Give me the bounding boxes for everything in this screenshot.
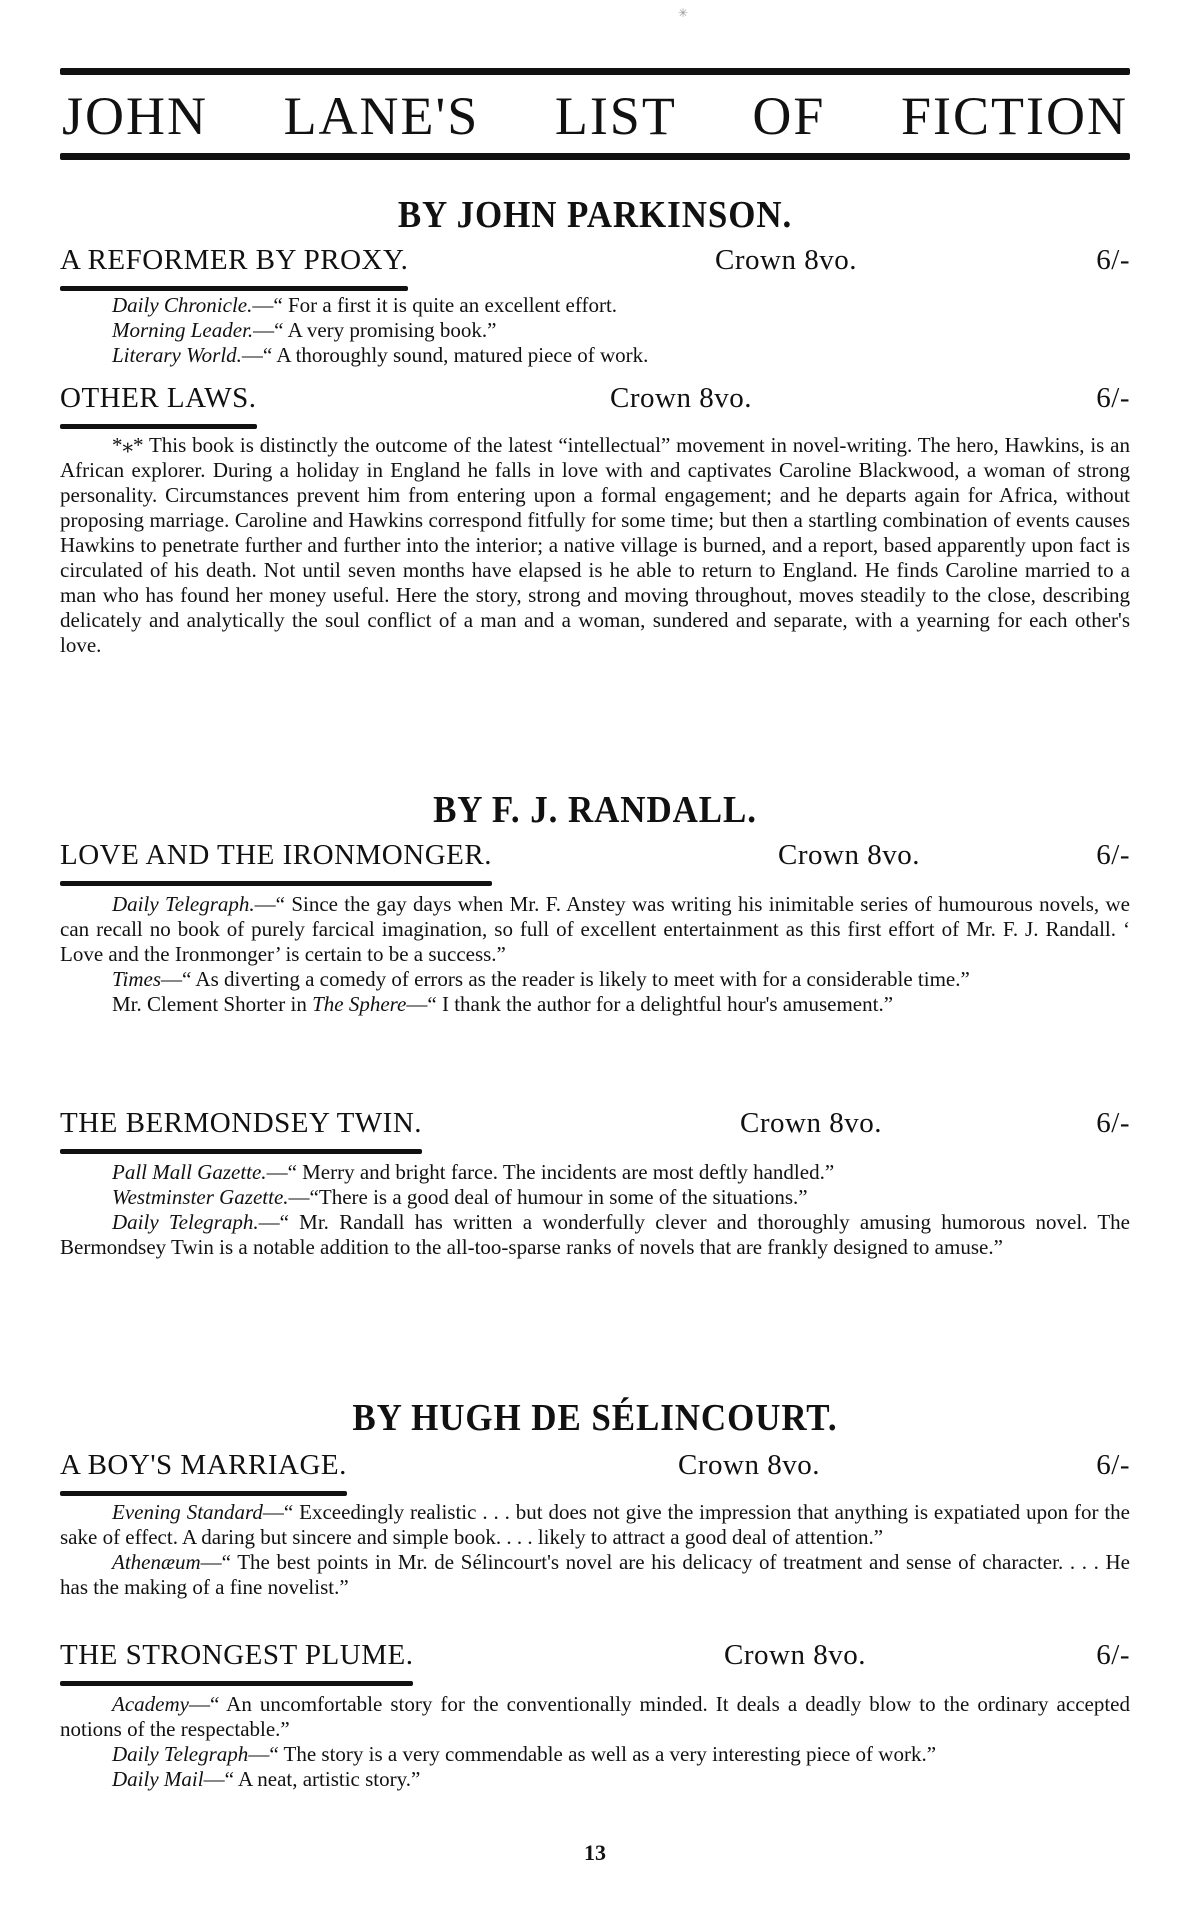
book-entry-header xyxy=(60,245,1130,283)
title-word: JOHN xyxy=(62,86,209,146)
review-quote: Evening Standard—“ Exceedingly realistic . . . but does not give the impression that anything is expatiated upon for the sake of effect. A daring but sincere and simple book. . . . likely to attract a good deal of attention.” xyxy=(60,1500,1130,1549)
title-word: LIST xyxy=(554,86,677,146)
book-title: THE BERMONDSEY TWIN. xyxy=(60,1108,422,1146)
book-format: Crown 8vo. xyxy=(678,1449,820,1481)
review-quote: Athenæum—“ The best points in Mr. de Sélincourt's novel are his delicacy of treatment and sense of character. . . . He has the making of a fine novelist.” xyxy=(60,1550,1130,1599)
book-title: THE STRONGEST PLUME. xyxy=(60,1640,413,1678)
book-entry-header xyxy=(60,1108,1130,1146)
book-price: 6/- xyxy=(1096,1639,1130,1671)
title-underline xyxy=(60,1149,422,1154)
review-quote: Daily Mail—“ A neat, artistic story.” xyxy=(112,1767,421,1791)
header-bottom-rule xyxy=(60,153,1130,160)
review-quote: Academy—“ An uncomfortable story for the conventionally minded. It deals a deadly blow to the ordinary accepted notions of the respectable.” xyxy=(60,1692,1130,1741)
review-quote: Daily Telegraph.—“ Mr. Randall has written a wonderfully clever and thoroughly amusing humorous novel. The Bermondsey Twin is a notable addition to the all-too-sparse ranks of novels that are frankly designed to amuse.” xyxy=(60,1210,1130,1259)
book-format: Crown 8vo. xyxy=(724,1639,866,1671)
book-format: Crown 8vo. xyxy=(610,382,752,414)
title-word: LANE'S xyxy=(283,86,480,146)
author-heading: BY F. J. RANDALL. xyxy=(433,789,757,831)
page-header xyxy=(60,68,1130,160)
title-underline xyxy=(60,1681,413,1686)
review-quote: Daily Chronicle.—“ For a first it is quite an excellent effort. xyxy=(112,293,618,317)
book-format: Crown 8vo. xyxy=(740,1107,882,1139)
header-top-rule xyxy=(60,68,1130,75)
book-entry-header xyxy=(60,840,1130,878)
title-word: FICTION xyxy=(900,86,1128,146)
reviews xyxy=(60,1160,1130,1260)
review-quote: Literary World.—“ A thoroughly sound, matured piece of work. xyxy=(112,343,649,367)
page-title xyxy=(62,86,1128,146)
title-word: OF xyxy=(752,86,826,146)
description-text: *⁎* This book is distinctly the outcome of the latest “intellectual” movement in novel-writing. The hero, Hawkins, is an African explorer. During a holiday in England he falls in love with and captivates Caroline Blackwood, a woman of strong personality. Circumstances prevent him from entering upon a formal engagement; and he departs again for Africa, without proposing marriage. Caroline and Hawkins correspond fitfully for some time; but then a startling combination of events causes Hawkins to penetrate further and further into the interior; a native village is burned, and a report, based apparently upon fact is circulated of his death. Not until seven months have elapsed is he able to return to England. He finds Caroline married to a man who has found her money useful. Here the story, strong and moving throughout, moves steadily to the close, describing delicately and analytically the soul conflict of a man and a woman, sundered and separate, with a yearning for each other's love. xyxy=(60,433,1130,657)
reviews xyxy=(60,293,1130,368)
book-title: OTHER LAWS. xyxy=(60,383,257,421)
review-quote: Pall Mall Gazette.—“ Merry and bright farce. The incidents are most deftly handled.” xyxy=(112,1160,835,1184)
title-underline xyxy=(60,881,492,886)
book-title: LOVE AND THE IRONMONGER. xyxy=(60,840,492,878)
book-price: 6/- xyxy=(1096,1449,1130,1481)
book-price: 6/- xyxy=(1096,244,1130,276)
book-entry-header xyxy=(60,383,1130,421)
reviews xyxy=(60,1692,1130,1792)
book-price: 6/- xyxy=(1096,1107,1130,1139)
review-quote: Times—“ As diverting a comedy of errors as the reader is likely to meet with for a considerable time.” xyxy=(112,967,970,991)
book-price: 6/- xyxy=(1096,382,1130,414)
library-stamp-mark: ✳ xyxy=(678,6,689,20)
book-format: Crown 8vo. xyxy=(778,839,920,871)
page-number: 13 xyxy=(584,1840,606,1865)
book-description xyxy=(60,433,1130,658)
review-quote: Daily Telegraph.—“ Since the gay days when Mr. F. Anstey was writing his inimitable series of humourous novels, we can recall no book of purely farcical imagination, so full of excellent entertainment as this first effort of Mr. F. J. Randall. ‘ Love and the Ironmonger’ is certain to be a success.” xyxy=(60,892,1130,966)
reviews xyxy=(60,892,1130,1017)
book-title: A BOY'S MARRIAGE. xyxy=(60,1450,347,1488)
book-entry-header xyxy=(60,1640,1130,1678)
author-heading: BY HUGH DE SÉLINCOURT. xyxy=(352,1397,838,1439)
book-entry-header xyxy=(60,1450,1130,1488)
book-price: 6/- xyxy=(1096,839,1130,871)
author-heading: BY JOHN PARKINSON. xyxy=(397,194,793,236)
title-underline xyxy=(60,286,408,291)
review-quote: Morning Leader.—“ A very promising book.” xyxy=(112,318,497,342)
title-underline xyxy=(60,1491,347,1496)
book-format: Crown 8vo. xyxy=(715,244,857,276)
review-quote: Daily Telegraph—“ The story is a very commendable as well as a very interesting piece of work.” xyxy=(112,1742,937,1766)
reviews xyxy=(60,1500,1130,1600)
review-quote: Mr. Clement Shorter in The Sphere—“ I thank the author for a delightful hour's amusement.” xyxy=(112,992,894,1016)
title-underline xyxy=(60,424,257,429)
book-title: A REFORMER BY PROXY. xyxy=(60,245,408,283)
review-quote: Westminster Gazette.—“There is a good deal of humour in some of the situations.” xyxy=(112,1185,808,1209)
